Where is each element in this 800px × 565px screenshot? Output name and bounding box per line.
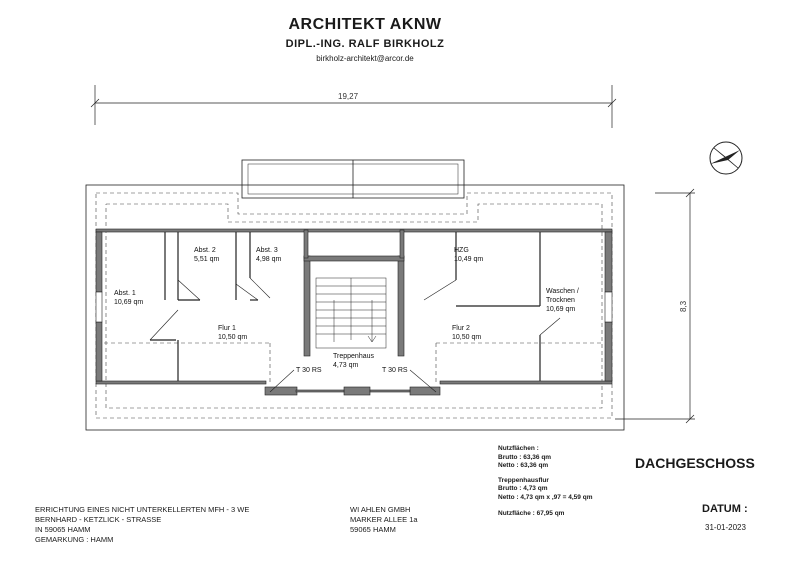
project-info: [35, 505, 249, 545]
room-flur2-area: 10,50 qm: [452, 334, 482, 341]
room-hzg-name: HZG: [454, 247, 469, 254]
project-line: IN 59065 HAMM: [35, 525, 91, 534]
room-flur1-name: Flur 1: [218, 325, 236, 332]
owner-line: WI AHLEN GMBH: [350, 505, 411, 514]
owner-info: [350, 505, 418, 535]
north-arrow-icon: [710, 142, 742, 174]
owner-line: 59065 HAMM: [350, 525, 396, 534]
project-line: BERNHARD - KETZLICK - STRASSE: [35, 515, 162, 524]
room-treppenhaus-name: Treppenhaus: [333, 353, 374, 360]
floor-name: DACHGESCHOSS: [635, 455, 755, 471]
room-abst3-area: 4,98 qm: [256, 256, 282, 263]
architect-name: DIPL.-ING. RALF BIRKHOLZ: [285, 38, 445, 50]
room-flur2-name: Flur 2: [452, 325, 470, 332]
room-flur1-area: 10,50 qm: [218, 334, 248, 341]
room-abst1-area: 10,69 qm: [114, 299, 144, 306]
room-hzg-area: 10,49 qm: [454, 256, 484, 263]
room-abst3-name: Abst. 3: [256, 247, 278, 254]
area-brutto: Brutto : 63,36 qm: [498, 453, 552, 461]
area-netto: Netto : 63,36 qm: [498, 462, 549, 469]
architect-email: birkholz-architekt@arcor.de: [316, 54, 414, 63]
area-total: Nutzfläche : 67,95 qm: [498, 510, 565, 517]
area-title: Nutzflächen :: [498, 445, 539, 452]
room-waschen-name2: Trocknen: [546, 297, 575, 304]
width-dimension-label: 19,27: [338, 92, 359, 101]
area-summary: [498, 445, 592, 519]
room-abst2-name: Abst. 2: [194, 247, 216, 254]
room-labels: [114, 247, 579, 374]
stair-brutto: Brutto : 4,73 qm: [498, 485, 548, 492]
room-abst1-name: Abst. 1: [114, 290, 136, 297]
door-left-label: T 30 RS: [296, 367, 322, 374]
room-waschen-name: Waschen /: [546, 288, 579, 295]
project-line: GEMARKUNG : HAMM: [35, 535, 114, 544]
datum-label: DATUM :: [702, 503, 748, 515]
stair-title: Treppenhausflur: [498, 476, 549, 484]
stair-netto: Netto : 4,73 qm x ,97 = 4,59 qm: [498, 493, 593, 501]
depth-dimension-label: 8,3: [679, 300, 688, 312]
office-title: ARCHITEKT AKNW: [288, 16, 442, 33]
datum-value: 31-01-2023: [705, 523, 746, 532]
project-line: ERRICHTUNG EINES NICHT UNTERKELLERTEN MFH - 3 WE: [35, 505, 250, 514]
room-waschen-area: 10,69 qm: [546, 306, 576, 313]
door-right-label: T 30 RS: [382, 367, 408, 374]
room-treppenhaus-area: 4,73 qm: [333, 362, 359, 369]
owner-line: MARKER ALLEE 1a: [350, 515, 418, 524]
room-abst2-area: 5,51 qm: [194, 256, 220, 263]
